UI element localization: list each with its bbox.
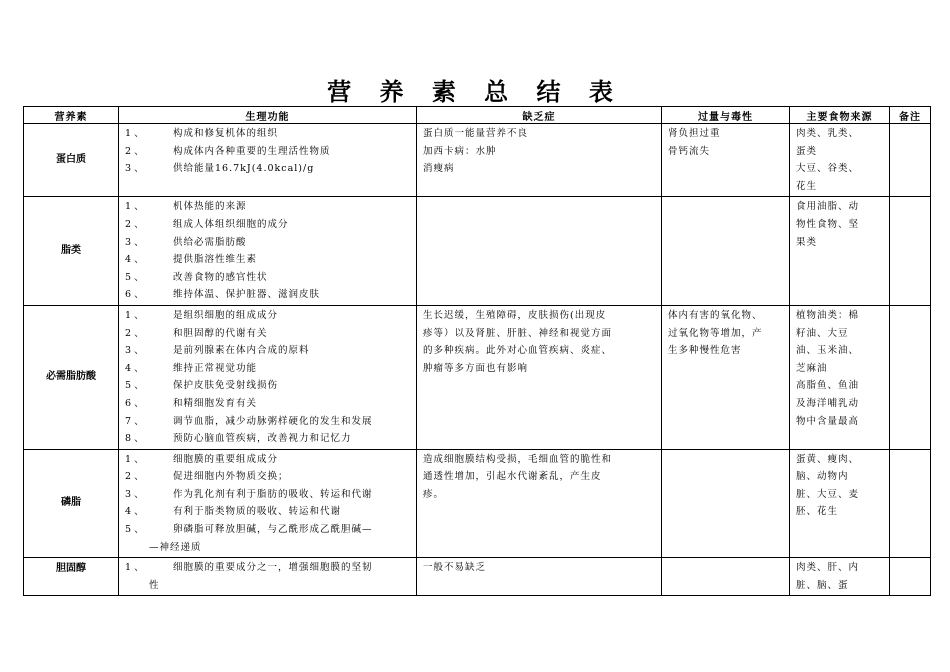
function-item bbox=[125, 160, 410, 178]
excess-cell bbox=[662, 305, 790, 449]
function-text: 维持正常视觉功能 bbox=[173, 362, 258, 374]
deficiency-line: 蛋白质一能量营养不良 bbox=[423, 128, 529, 139]
excess-line: 过氧化物等增加，产 bbox=[668, 327, 763, 339]
function-item bbox=[125, 413, 410, 431]
function-text: 是前列腺素在体内合成的原料 bbox=[173, 345, 310, 357]
function-text: 保护皮肤免受射线损伤 bbox=[173, 380, 279, 392]
function-text: 提供脂溶性维生素 bbox=[173, 254, 258, 266]
item-number: 1 、 bbox=[125, 201, 144, 213]
item-number: 5 、 bbox=[125, 271, 144, 283]
function-text: 供给必需脂肪酸 bbox=[173, 236, 247, 248]
excess-line: 骨钙流失 bbox=[668, 145, 711, 157]
table-row bbox=[24, 558, 931, 596]
function-item bbox=[125, 486, 410, 504]
function-item bbox=[125, 451, 410, 469]
function-text: 细胞膜的重要组成成分 bbox=[173, 453, 279, 465]
function-cell bbox=[119, 449, 417, 558]
item-number: 4 、 bbox=[125, 362, 144, 374]
sources-line: 食用油脂、动 bbox=[796, 201, 860, 213]
note-cell bbox=[890, 124, 931, 197]
item-number: 5 、 bbox=[125, 524, 144, 536]
deficiency-cell bbox=[417, 124, 662, 197]
sources-line: 脑、动物内 bbox=[796, 471, 849, 483]
table-row bbox=[24, 197, 931, 306]
deficiency-cell bbox=[417, 449, 662, 558]
table-row bbox=[24, 124, 931, 197]
sources-line: 籽油、大豆 bbox=[796, 327, 849, 339]
item-number: 5 、 bbox=[125, 380, 144, 392]
item-number: 4 、 bbox=[125, 506, 144, 518]
function-text: 维持体温、保护脏器、滋润皮肤 bbox=[173, 289, 321, 301]
sources-line: 胚、花生 bbox=[796, 506, 839, 518]
header-function: 生理功能 bbox=[119, 107, 417, 124]
function-item bbox=[125, 468, 410, 486]
deficiency-line: 生长迟缓，生殖障碍，皮肤损伤(出现皮 bbox=[423, 309, 607, 321]
function-text: 是组织细胞的组成成分 bbox=[173, 309, 279, 321]
item-number: 3 、 bbox=[125, 163, 144, 175]
header-note: 备注 bbox=[890, 107, 931, 124]
function-item bbox=[125, 143, 410, 161]
deficiency-cell bbox=[417, 197, 662, 306]
function-item bbox=[125, 559, 410, 577]
function-text: 作为乳化剂有利于脂肪的吸收、转运和代谢 bbox=[173, 488, 373, 500]
sources-line: 植物油类：棉 bbox=[796, 309, 860, 321]
deficiency-cell bbox=[417, 305, 662, 449]
item-number: 8 、 bbox=[125, 433, 144, 445]
function-item bbox=[125, 521, 410, 539]
deficiency-line: 通透性增加，引起水代谢紊乱，产生皮 bbox=[423, 471, 602, 483]
function-continuation: 性 bbox=[149, 579, 160, 591]
nutrient-name: 胆固醇 bbox=[24, 558, 119, 596]
sources-line: 果类 bbox=[796, 236, 818, 248]
note-cell bbox=[890, 197, 931, 306]
item-number: 2 、 bbox=[125, 471, 144, 483]
sources-line: 脏、大豆、麦 bbox=[796, 488, 860, 500]
function-item bbox=[125, 325, 410, 343]
function-item bbox=[125, 430, 410, 448]
sources-line: 芝麻油 bbox=[796, 362, 828, 374]
deficiency-line: 一般不易缺乏 bbox=[423, 562, 487, 574]
function-item bbox=[125, 360, 410, 378]
function-text: 构成和修复机体的组织 bbox=[173, 128, 279, 139]
function-cell bbox=[119, 197, 417, 306]
function-item bbox=[125, 234, 410, 252]
nutrient-name: 磷脂 bbox=[24, 449, 119, 558]
deficiency-cell bbox=[417, 558, 662, 596]
deficiency-line: 肿瘤等多方面也有影响 bbox=[423, 362, 529, 374]
header-sources: 主要食物来源 bbox=[790, 107, 890, 124]
deficiency-line: 消瘦病 bbox=[423, 163, 455, 175]
function-item bbox=[125, 269, 410, 287]
function-item bbox=[125, 286, 410, 304]
function-item bbox=[125, 377, 410, 395]
excess-cell bbox=[662, 124, 790, 197]
function-text: 供给能量16.7kJ(4.0kcal)/g bbox=[173, 163, 315, 175]
item-number: 2 、 bbox=[125, 327, 144, 339]
sources-line: 脏、脑、蛋 bbox=[796, 579, 849, 591]
item-number: 3 、 bbox=[125, 345, 144, 357]
function-continuation: —神经递质 bbox=[149, 541, 202, 553]
function-text: 改善食物的感官性状 bbox=[173, 271, 268, 283]
item-number: 4 、 bbox=[125, 254, 144, 266]
sources-cell bbox=[790, 124, 890, 197]
function-item bbox=[125, 251, 410, 269]
header-deficiency: 缺乏症 bbox=[417, 107, 662, 124]
sources-line: 蛋黄、瘦肉、 bbox=[796, 453, 860, 465]
excess-cell bbox=[662, 449, 790, 558]
table-row bbox=[24, 449, 931, 558]
item-number: 7 、 bbox=[125, 415, 144, 427]
function-text: 有利于脂类物质的吸收、转运和代谢 bbox=[173, 506, 342, 518]
item-number: 1 、 bbox=[125, 128, 144, 139]
excess-cell bbox=[662, 197, 790, 306]
function-text: 调节血脂，减少动脉粥样硬化的发生和发展 bbox=[173, 415, 373, 427]
function-cell bbox=[119, 305, 417, 449]
deficiency-line: 造成细胞膜结构受损，毛细血管的脆性和 bbox=[423, 453, 613, 465]
sources-cell bbox=[790, 449, 890, 558]
sources-line: 肉类、乳类、 bbox=[796, 128, 860, 139]
sources-cell bbox=[790, 197, 890, 306]
function-item bbox=[125, 395, 410, 413]
sources-line: 蛋类 bbox=[796, 145, 818, 157]
item-number: 6 、 bbox=[125, 397, 144, 409]
nutrient-summary-table bbox=[23, 106, 931, 596]
function-text: 和精细胞发育有关 bbox=[173, 397, 258, 409]
nutrient-name: 蛋白质 bbox=[24, 124, 119, 197]
sources-cell bbox=[790, 305, 890, 449]
deficiency-line: 疹。 bbox=[423, 488, 445, 500]
nutrient-name: 必需脂肪酸 bbox=[24, 305, 119, 449]
item-number: 6 、 bbox=[125, 289, 144, 301]
sources-line: 花生 bbox=[796, 180, 818, 192]
deficiency-line: 加西卡病：水肿 bbox=[423, 145, 497, 157]
excess-cell bbox=[662, 558, 790, 596]
function-text: 和胆固醇的代谢有关 bbox=[173, 327, 268, 339]
function-text: 促进细胞内外物质交换； bbox=[173, 471, 289, 483]
item-number: 1 、 bbox=[125, 562, 144, 574]
excess-line: 生多种慢性危害 bbox=[668, 345, 742, 357]
table-row bbox=[24, 305, 931, 449]
function-text: 卵磷脂可释放胆碱，与乙酰形成乙酰胆碱— bbox=[173, 524, 373, 536]
function-cell bbox=[119, 124, 417, 197]
note-cell bbox=[890, 449, 931, 558]
function-item bbox=[125, 198, 410, 216]
function-item bbox=[125, 125, 410, 143]
excess-line: 体内有害的氧化物、 bbox=[668, 309, 763, 321]
nutrient-name: 脂类 bbox=[24, 197, 119, 306]
deficiency-line: 疹等）以及肾脏、肝脏、神经和视觉方面 bbox=[423, 327, 613, 339]
item-number: 2 、 bbox=[125, 145, 144, 157]
table-header-row bbox=[24, 107, 931, 124]
function-text: 预防心脑血管疾病，改善视力和记忆力 bbox=[173, 433, 352, 445]
deficiency-line: 的多种疾病。此外对心血管疾病、炎症、 bbox=[423, 345, 613, 357]
sources-line: 高脂鱼、鱼油 bbox=[796, 380, 860, 392]
function-text: 构成体内各种重要的生理活性物质 bbox=[173, 145, 331, 157]
item-number: 3 、 bbox=[125, 488, 144, 500]
excess-line: 肾负担过重 bbox=[668, 128, 721, 139]
function-text: 细胞膜的重要成分之一，增强细胞膜的坚韧 bbox=[173, 562, 373, 574]
function-text: 组成人体组织细胞的成分 bbox=[173, 218, 289, 230]
item-number: 2 、 bbox=[125, 218, 144, 230]
sources-line: 肉类、肝、内 bbox=[796, 562, 860, 574]
header-nutrient: 营养素 bbox=[24, 107, 119, 124]
note-cell bbox=[890, 305, 931, 449]
function-cell bbox=[119, 558, 417, 596]
header-excess: 过量与毒性 bbox=[662, 107, 790, 124]
item-number: 1 、 bbox=[125, 309, 144, 321]
note-cell bbox=[890, 558, 931, 596]
sources-cell bbox=[790, 558, 890, 596]
sources-line: 物中含量最高 bbox=[796, 415, 860, 427]
function-text: 机体热能的来源 bbox=[173, 201, 247, 213]
function-item bbox=[125, 342, 410, 360]
function-item bbox=[125, 307, 410, 325]
sources-line: 及海洋哺乳动 bbox=[796, 397, 860, 409]
function-item bbox=[125, 216, 410, 234]
sources-line: 大豆、谷类、 bbox=[796, 163, 860, 175]
sources-line: 油、玉米油、 bbox=[796, 345, 860, 357]
item-number: 1 、 bbox=[125, 453, 144, 465]
function-item bbox=[125, 503, 410, 521]
page-title: 营 养 素 总 结 表 bbox=[327, 78, 623, 106]
sources-line: 物性食物、坚 bbox=[796, 218, 860, 230]
item-number: 3 、 bbox=[125, 236, 144, 248]
